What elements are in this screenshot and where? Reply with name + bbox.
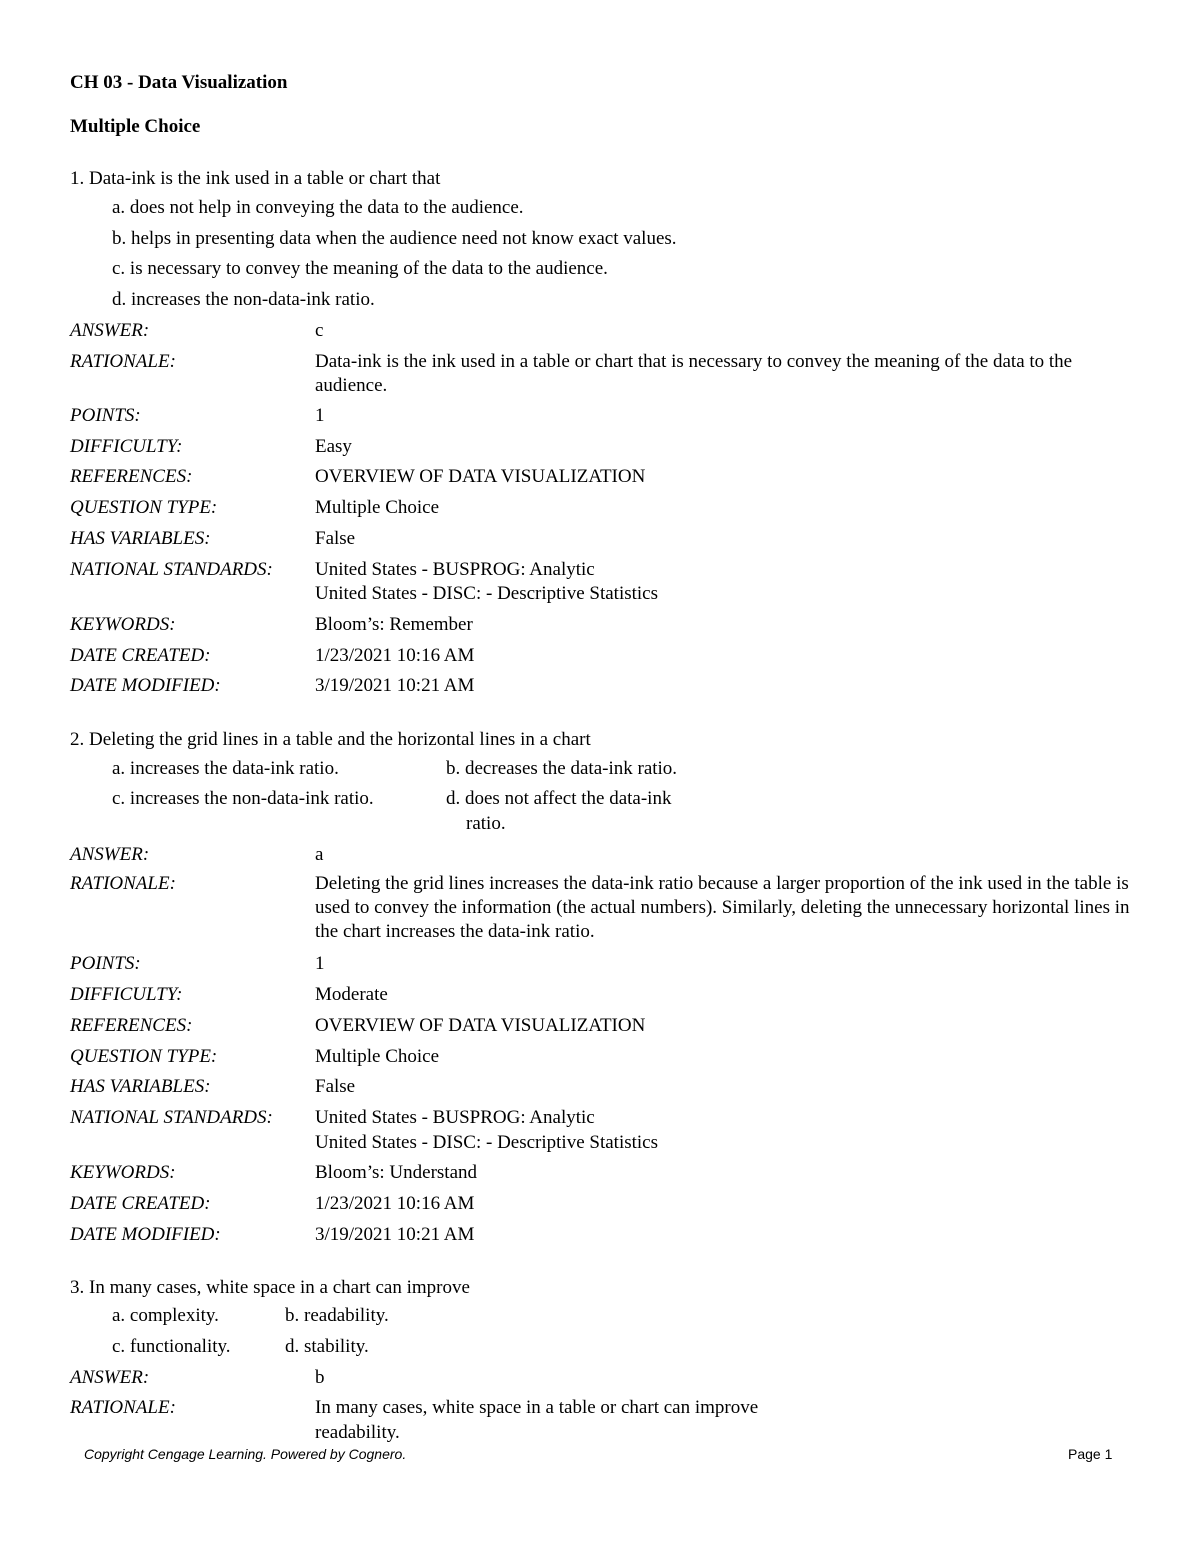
national-standards-label: NATIONAL STANDARDS: [70, 559, 273, 580]
question-1-option-d: d. increases the non-data-ink ratio. [112, 289, 375, 310]
footer-page-number: Page 1 [1068, 1446, 1113, 1462]
has-variables-label: HAS VARIABLES: [70, 1076, 211, 1097]
question-1-option-c: c. is necessary to convey the meaning of the data to the audience. [112, 258, 608, 279]
date-created-label: DATE CREATED: [70, 1193, 211, 1214]
references-label: REFERENCES: [70, 1015, 193, 1036]
question-1-rationale: Data-ink is the ink used in a table or chart that is necessary to convey the meaning of the data to the audience. [315, 351, 1073, 396]
rationale-label: RATIONALE: [70, 351, 176, 372]
question-1-answer: c [315, 320, 324, 341]
question-1-stem: 1. Data-ink is the ink used in a table or chart that [70, 168, 441, 189]
points-label: POINTS: [70, 405, 141, 426]
question-3-option-d: d. stability. [285, 1336, 369, 1357]
footer-copyright: Copyright Cengage Learning. Powered by Cognero. [84, 1446, 407, 1462]
question-3-answer: b [315, 1367, 325, 1388]
question-1-option-b: b. helps in presenting data when the audience need not know exact values. [112, 228, 677, 249]
question-2-keywords: Bloom’s: Understand [315, 1162, 478, 1183]
question-2-standard-2: United States - DISC: - Descriptive Statistics [315, 1132, 659, 1153]
question-1-points: 1 [315, 405, 325, 426]
question-1-date-modified: 3/19/2021 10:21 AM [315, 675, 475, 696]
difficulty-label: DIFFICULTY: [70, 984, 183, 1005]
question-1-has-variables: False [315, 528, 356, 549]
answer-label: ANSWER: [70, 844, 150, 865]
question-3-option-b: b. readability. [285, 1305, 389, 1326]
question-2-references: OVERVIEW OF DATA VISUALIZATION [315, 1015, 646, 1036]
question-1-keywords: Bloom’s: Remember [315, 614, 473, 635]
question-2-difficulty: Moderate [315, 984, 388, 1005]
question-3-option-c: c. functionality. [112, 1336, 231, 1357]
date-modified-label: DATE MODIFIED: [70, 675, 221, 696]
question-2-option-d-cont: ratio. [466, 813, 506, 834]
rationale-label: RATIONALE: [70, 873, 176, 894]
question-2-has-variables: False [315, 1076, 356, 1097]
rationale-label: RATIONALE: [70, 1397, 176, 1418]
question-1-difficulty: Easy [315, 436, 352, 457]
chapter-title: CH 03 - Data Visualization [70, 72, 288, 93]
question-2-stem: 2. Deleting the grid lines in a table and the horizontal lines in a chart [70, 729, 591, 750]
keywords-label: KEYWORDS: [70, 614, 176, 635]
question-2-option-c: c. increases the non-data-ink ratio. [112, 788, 374, 809]
question-2-option-d: d. does not affect the data-ink [446, 788, 672, 809]
question-2-question-type: Multiple Choice [315, 1046, 440, 1067]
question-1-question-type: Multiple Choice [315, 497, 440, 518]
question-3-rationale-line-2: readability. [315, 1422, 400, 1443]
question-2-answer: a [315, 844, 324, 865]
question-3-option-a: a. complexity. [112, 1305, 219, 1326]
question-2-date-created: 1/23/2021 10:16 AM [315, 1193, 475, 1214]
section-title: Multiple Choice [70, 116, 201, 137]
points-label: POINTS: [70, 953, 141, 974]
question-2-option-a: a. increases the data-ink ratio. [112, 758, 339, 779]
question-1-date-created: 1/23/2021 10:16 AM [315, 645, 475, 666]
question-2-standard-1: United States - BUSPROG: Analytic [315, 1107, 595, 1128]
question-1-standard-1: United States - BUSPROG: Analytic [315, 559, 595, 580]
date-modified-label: DATE MODIFIED: [70, 1224, 221, 1245]
difficulty-label: DIFFICULTY: [70, 436, 183, 457]
question-2-points: 1 [315, 953, 325, 974]
question-3-rationale-line-1: In many cases, white space in a table or chart can improve [315, 1397, 759, 1418]
question-1-option-a: a. does not help in conveying the data to the audience. [112, 197, 524, 218]
question-2-rationale: Deleting the grid lines increases the data-ink ratio because a larger proportion of the ink used in the table is used to convey the information (the actual numbers). Similarly, deleting the unnecessary horizontal lines in the chart increases the data-ink ratio. [315, 873, 1130, 942]
date-created-label: DATE CREATED: [70, 645, 211, 666]
question-type-label: QUESTION TYPE: [70, 497, 218, 518]
question-type-label: QUESTION TYPE: [70, 1046, 218, 1067]
question-1-standard-2: United States - DISC: - Descriptive Statistics [315, 583, 659, 604]
answer-label: ANSWER: [70, 1367, 150, 1388]
question-2-option-b: b. decreases the data-ink ratio. [446, 758, 678, 779]
has-variables-label: HAS VARIABLES: [70, 528, 211, 549]
question-3-stem: 3. In many cases, white space in a chart can improve [70, 1277, 470, 1298]
answer-label: ANSWER: [70, 320, 150, 341]
national-standards-label: NATIONAL STANDARDS: [70, 1107, 273, 1128]
keywords-label: KEYWORDS: [70, 1162, 176, 1183]
references-label: REFERENCES: [70, 466, 193, 487]
question-1-references: OVERVIEW OF DATA VISUALIZATION [315, 466, 646, 487]
question-2-date-modified: 3/19/2021 10:21 AM [315, 1224, 475, 1245]
